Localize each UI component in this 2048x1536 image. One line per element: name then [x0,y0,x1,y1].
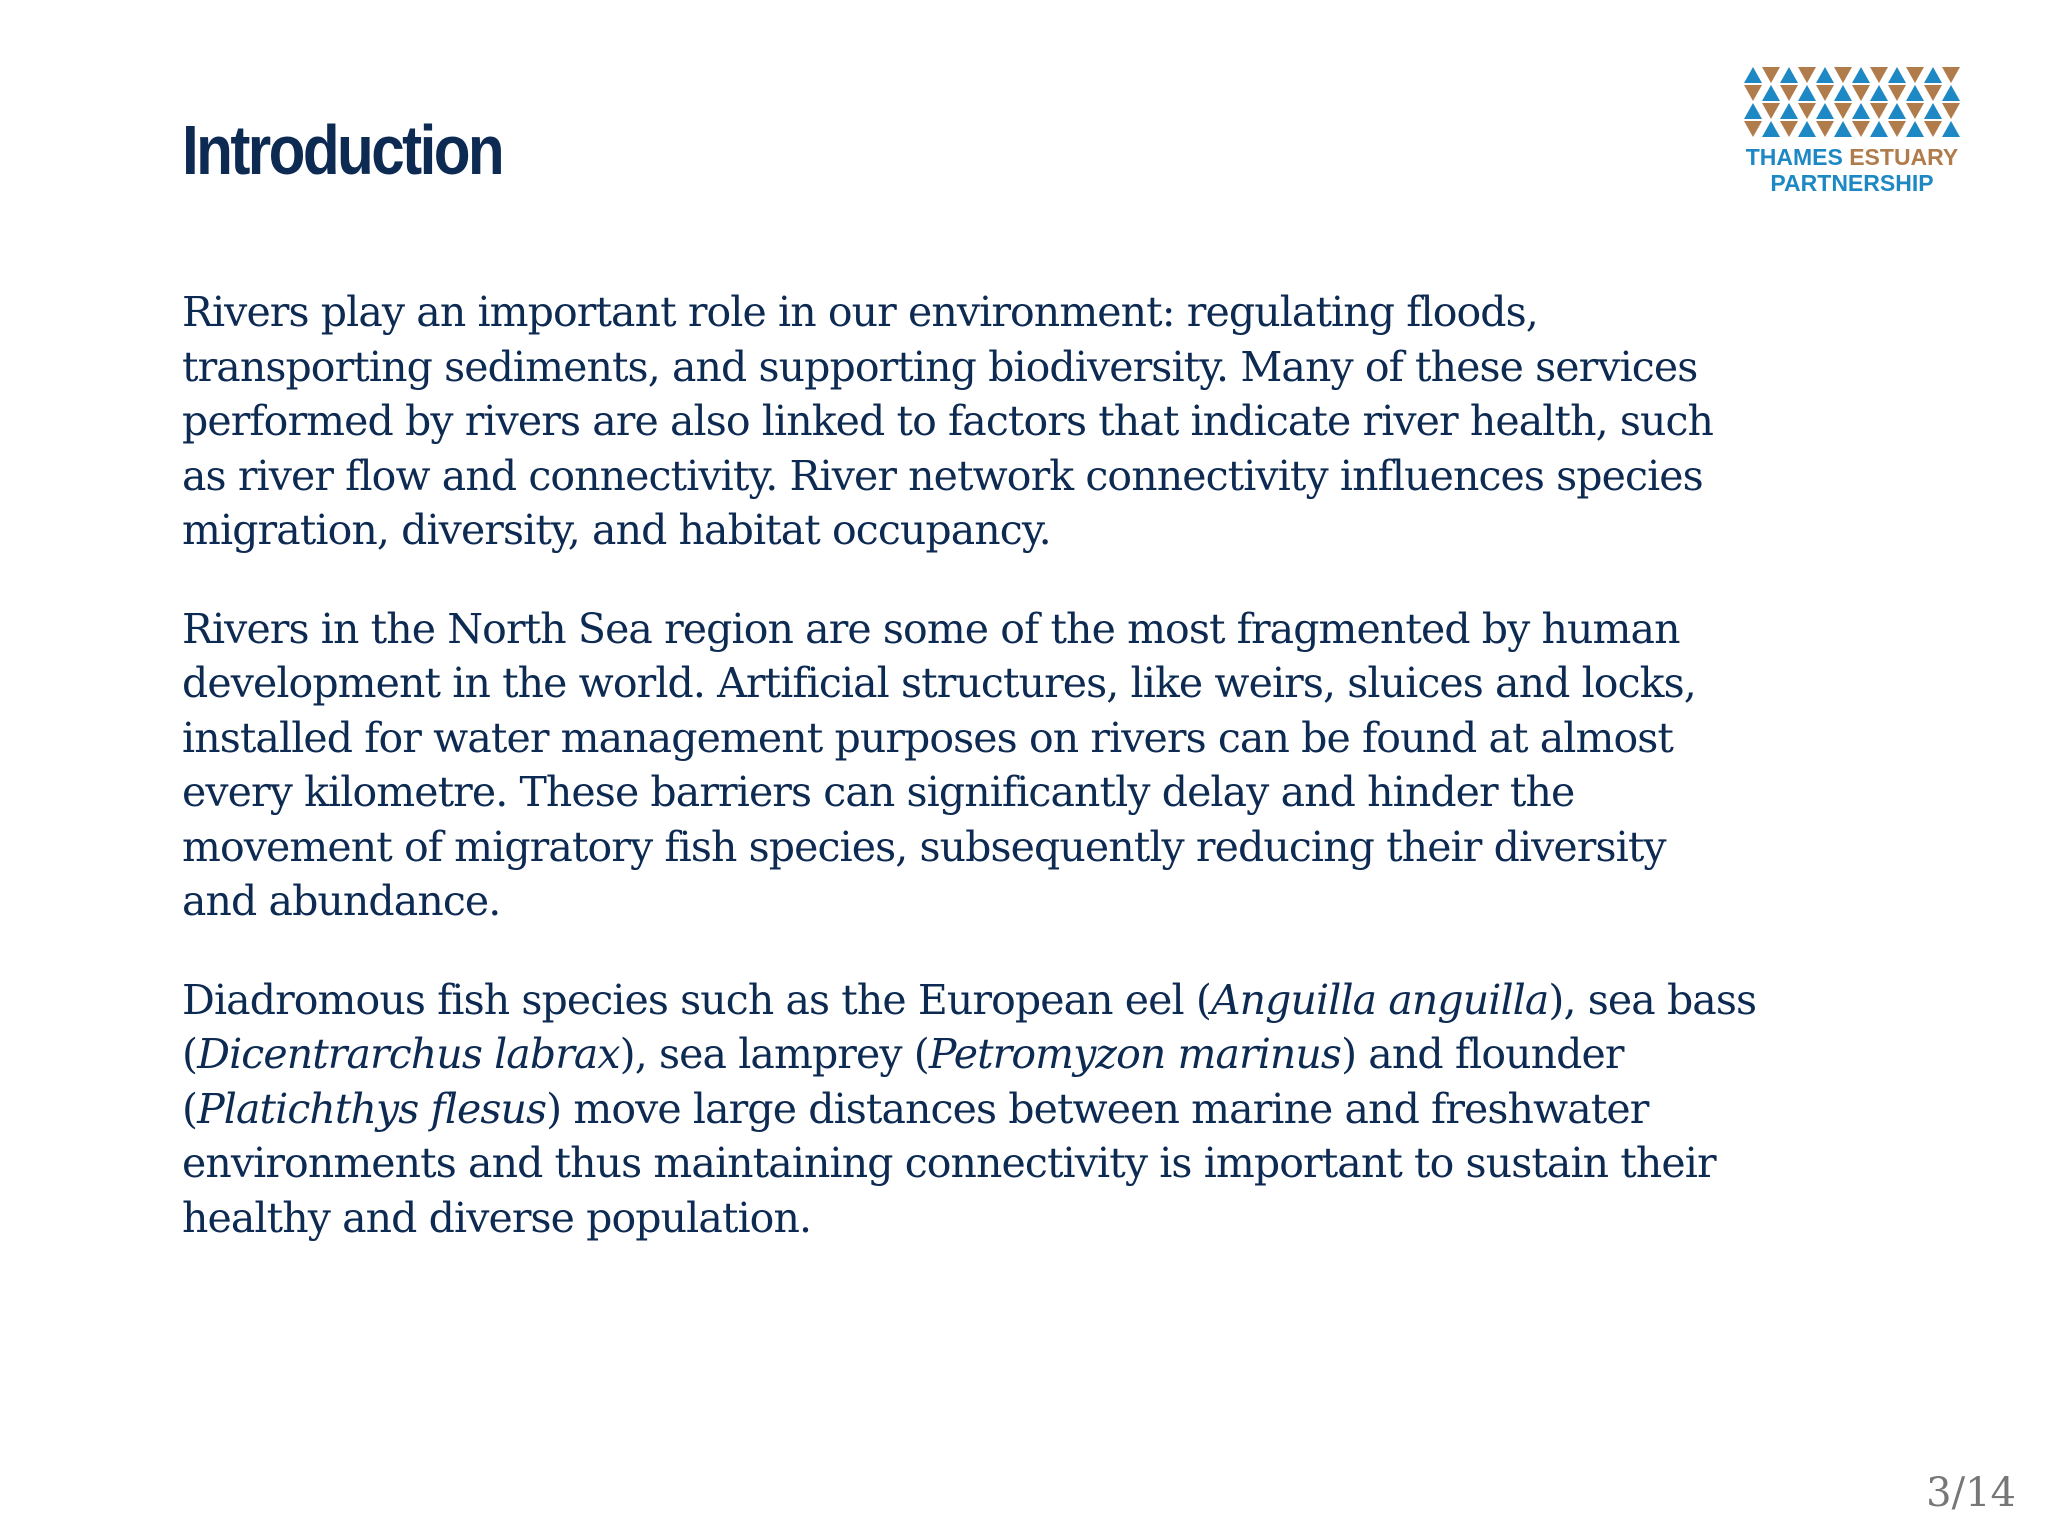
logo-triangle [1816,121,1834,137]
logo-triangle [1762,85,1780,101]
logo-word-thames: THAMES [1745,144,1843,170]
logo-triangle [1942,85,1960,101]
logo-triangle [1942,121,1960,137]
logo-triangle [1924,85,1942,101]
text-line: performed by rivers are also linked to factors that indicate river health, such [182,397,1714,445]
logo-triangle [1762,103,1780,119]
logo-triangle [1834,67,1852,83]
text-line: installed for water management purposes on rivers can be found at almost [182,713,1673,762]
logo-triangle [1870,85,1888,101]
logo-triangle [1798,121,1816,137]
paragraph-rivers-role [182,285,1902,558]
logo-triangle [1888,103,1906,119]
slide-title: Introduction [182,111,503,189]
text-line: Rivers play an important role in our environment: regulating floods, [182,288,1538,336]
logo-triangle [1816,103,1834,119]
text-line: migration, diversity, and habitat occupancy. [182,506,1051,554]
text-line: healthy and diverse population. [182,1193,812,1242]
text-line: transporting sediments, and supporting biodiversity. Many of these services [182,342,1698,391]
logo-triangle [1762,67,1780,83]
logo-triangle [1816,85,1834,101]
logo-triangle [1744,85,1762,101]
logo-line-1 [1736,144,1968,170]
logo-triangle [1780,85,1798,101]
logo-triangle [1744,67,1762,83]
logo-word-estuary: ESTUARY [1849,144,1959,170]
logo-triangle [1780,67,1798,83]
species-name-sea-bass: Dicentrarchus labrax [197,1030,620,1078]
logo-triangle [1744,121,1762,137]
logo-triangle [1924,67,1942,83]
logo-triangle [1798,85,1816,101]
species-name-flounder: Platichthys flesus [197,1084,547,1133]
logo-triangle [1942,67,1960,83]
logo-triangle [1852,121,1870,137]
logo-triangle [1906,121,1924,137]
logo-triangle [1924,103,1942,119]
logo-triangle [1798,103,1816,119]
logo-triangle [1870,103,1888,119]
logo-triangle [1852,85,1870,101]
logo-word-partnership: PARTNERSHIP [1770,170,1934,196]
species-name-sea-lamprey: Petromyzon marinus [928,1030,1342,1078]
text-line: environments and thus maintaining connectivity is important to sustain their [182,1139,1716,1187]
text-line: Diadromous fish species such as the European eel (Anguilla anguilla), sea bass [182,975,1757,1024]
logo-triangle [1942,103,1960,119]
page-number: 3/14 [1926,1470,2016,1516]
logo-triangle [1888,85,1906,101]
logo-triangle [1744,103,1762,119]
triangle-pattern-icon [1740,66,1964,138]
logo-triangle [1852,103,1870,119]
text-line: (Dicentrarchus labrax), sea lamprey (Petromyzon marinus) and flounder [182,1030,1624,1078]
logo-triangle [1816,67,1834,83]
text-line: Rivers in the North Sea region are some of the most fragmented by human [182,604,1680,653]
text-line: and abundance. [182,877,501,925]
text-line: movement of migratory fish species, subsequently reducing their diversity [182,822,1666,871]
logo-triangle [1888,67,1906,83]
text-line: development in the world. Artificial structures, like weirs, sluices and locks, [182,659,1696,707]
logo-triangle [1924,121,1942,137]
logo-triangle [1906,67,1924,83]
slide-body [182,285,1902,1289]
logo-triangle [1834,103,1852,119]
logo-triangle [1906,85,1924,101]
logo-triangle [1852,67,1870,83]
logo-triangle [1906,103,1924,119]
logo-triangle [1780,121,1798,137]
logo-triangle [1870,121,1888,137]
logo-triangle [1834,85,1852,101]
paragraph-fragmentation [182,602,1902,929]
logo-triangle [1870,67,1888,83]
logo-triangle [1762,121,1780,137]
logo-triangle [1798,67,1816,83]
paragraph-diadromous-fish [182,973,1902,1246]
species-name-eel: Anguilla anguilla [1210,975,1549,1024]
text-line: every kilometre. These barriers can significantly delay and hinder the [182,768,1575,816]
logo-triangle [1834,121,1852,137]
text-line: (Platichthys flesus) move large distances between marine and freshwater [182,1084,1649,1133]
text-line: as river flow and connectivity. River network connectivity influences species [182,451,1703,500]
logo-triangle [1888,121,1906,137]
logo-triangle [1780,103,1798,119]
partnership-logo [1736,66,1968,196]
